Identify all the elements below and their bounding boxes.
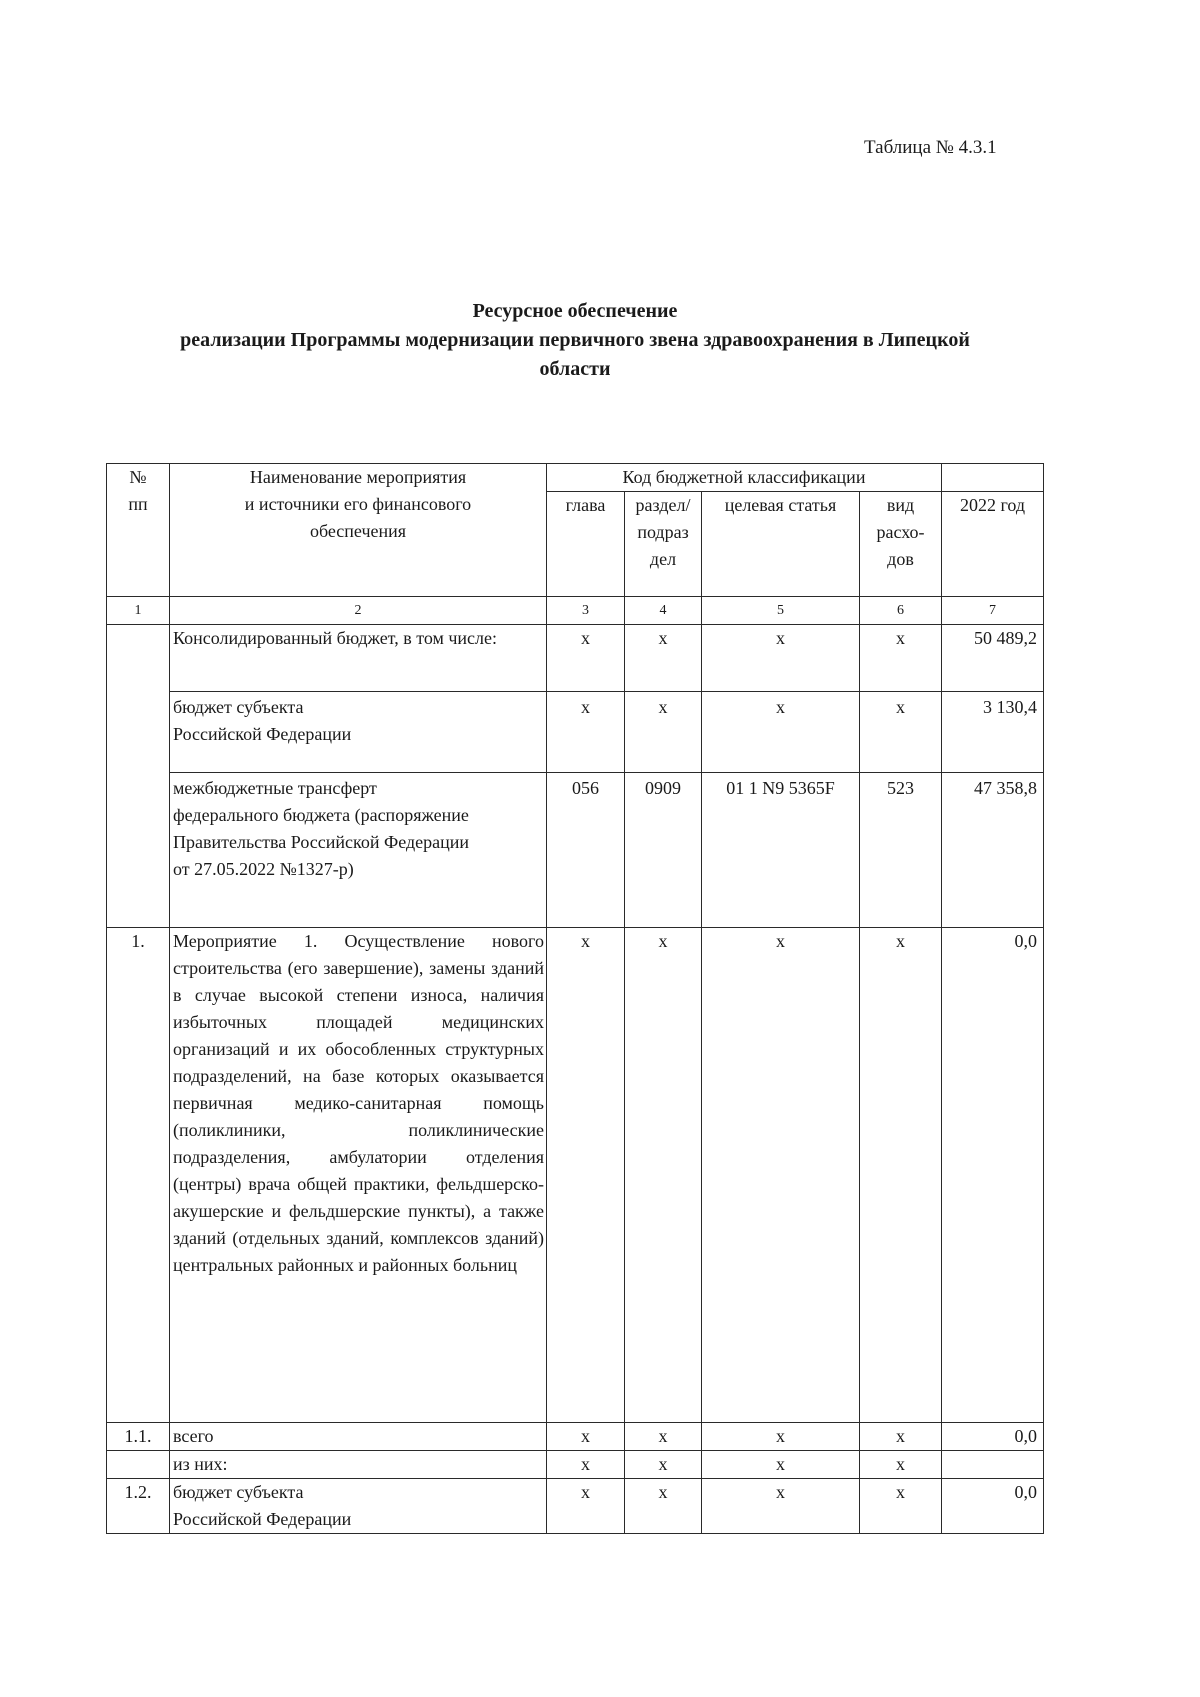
row-glava: х: [547, 1451, 625, 1479]
row-celevaya: х: [702, 1423, 860, 1451]
header-celevaya: целевая статья: [702, 492, 860, 597]
budget-table: [106, 463, 1044, 1534]
row-celevaya: 01 1 N9 5365F: [702, 773, 860, 928]
row-num: 1.2.: [107, 1479, 170, 1534]
row-name: бюджет субъекта Российской Федерации: [170, 692, 547, 773]
row-glava: х: [547, 1423, 625, 1451]
row-razdel: х: [625, 692, 702, 773]
header-num: № пп: [107, 464, 170, 597]
row-value: 0,0: [942, 1423, 1044, 1451]
column-number: 1: [107, 597, 170, 625]
header-glava: глава: [547, 492, 625, 597]
row-glava: 056: [547, 773, 625, 928]
row-celevaya: х: [702, 1479, 860, 1534]
row-value: 0,0: [942, 928, 1044, 1423]
document-title-line-1: Ресурсное обеспечение: [472, 300, 678, 322]
document-title-line-3: области: [539, 358, 611, 380]
header-name: Наименование мероприятия и источники его финансового обеспечения: [170, 464, 547, 597]
row-vid: х: [860, 625, 942, 692]
row-name: межбюджетные трансферт федерального бюджета (распоряжение Правительства Российской Федерации от 27.05.2022 №1327-р): [170, 773, 547, 928]
row-glava: х: [547, 1479, 625, 1534]
header-empty-cell: [942, 464, 1044, 492]
row-celevaya: х: [702, 692, 860, 773]
table-row: [107, 773, 1044, 928]
row-num: [107, 692, 170, 773]
row-vid: х: [860, 1451, 942, 1479]
row-value: 0,0: [942, 1479, 1044, 1534]
row-name: из них:: [170, 1451, 547, 1479]
table-row: [107, 1423, 1044, 1451]
row-num: 1.: [107, 928, 170, 1423]
table-row: [107, 1451, 1044, 1479]
row-num: [107, 625, 170, 692]
row-razdel: х: [625, 1451, 702, 1479]
row-celevaya: х: [702, 625, 860, 692]
row-razdel: х: [625, 625, 702, 692]
column-number: 6: [860, 597, 942, 625]
row-vid: 523: [860, 773, 942, 928]
row-razdel: 0909: [625, 773, 702, 928]
header-code-group: Код бюджетной классификации: [547, 464, 942, 492]
row-razdel: х: [625, 928, 702, 1423]
row-name: Мероприятие 1. Осуществление нового строительства (его завершение), замены зданий в случае высокой степени износа, наличия избыточных площадей медицинских организаций и их обособленных структурных подразделений, на базе которых оказывается первичная медико-санитарная помощь (поликлиники, поликлинические подразделения, амбулатории отделения (центры) врача общей практики, фельдшерско-акушерские и фельдшерские пункты), а также зданий (отдельных зданий, комплексов зданий) центральных районных и районных больниц: [170, 928, 547, 1423]
table-row: [107, 692, 1044, 773]
row-value: 3 130,4: [942, 692, 1044, 773]
row-num: [107, 773, 170, 928]
table-row: [107, 928, 1044, 1423]
header-razdel: раздел/ подраз дел: [625, 492, 702, 597]
row-num: [107, 1451, 170, 1479]
table-row: [107, 1479, 1044, 1534]
row-glava: х: [547, 928, 625, 1423]
row-value: [942, 1451, 1044, 1479]
row-vid: х: [860, 692, 942, 773]
row-vid: х: [860, 1479, 942, 1534]
table-row: [107, 625, 1044, 692]
row-name: всего: [170, 1423, 547, 1451]
column-number: 2: [170, 597, 547, 625]
column-number: 7: [942, 597, 1044, 625]
row-razdel: х: [625, 1479, 702, 1534]
column-number: 4: [625, 597, 702, 625]
column-number: 3: [547, 597, 625, 625]
row-value: 47 358,8: [942, 773, 1044, 928]
header-vid: вид расхо- дов: [860, 492, 942, 597]
document-title-line-2: реализации Программы модернизации первичного звена здравоохранения в Липецкой: [180, 329, 970, 351]
row-celevaya: х: [702, 1451, 860, 1479]
table-number: Таблица № 4.3.1: [864, 137, 997, 158]
row-vid: х: [860, 1423, 942, 1451]
header-row-1: [107, 464, 1044, 492]
header-year: 2022 год: [942, 492, 1044, 597]
column-number: 5: [702, 597, 860, 625]
row-name: Консолидированный бюджет, в том числе:: [170, 625, 547, 692]
row-name: бюджет субъекта Российской Федерации: [170, 1479, 547, 1534]
row-vid: х: [860, 928, 942, 1423]
column-number-row: [107, 597, 1044, 625]
row-value: 50 489,2: [942, 625, 1044, 692]
row-num: 1.1.: [107, 1423, 170, 1451]
row-celevaya: х: [702, 928, 860, 1423]
row-razdel: х: [625, 1423, 702, 1451]
row-glava: х: [547, 692, 625, 773]
row-glava: х: [547, 625, 625, 692]
